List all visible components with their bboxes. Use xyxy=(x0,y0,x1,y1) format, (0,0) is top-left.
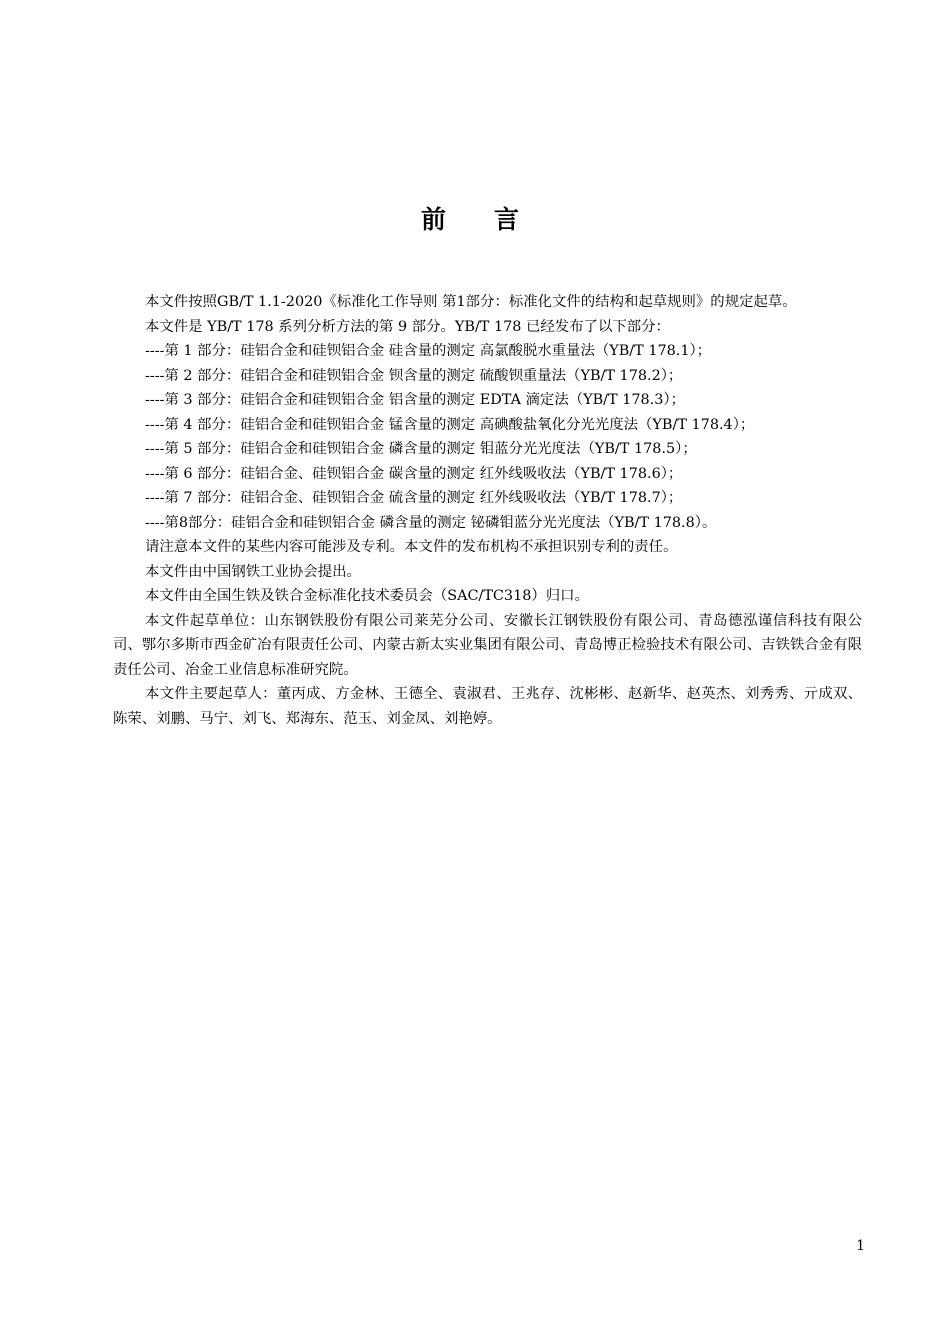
list-item: ----第 3 部分：硅铝合金和硅钡铝合金 铝含量的测定 EDTA 滴定法（YB/T 178.3）； xyxy=(145,392,685,408)
list-item: ----第 4 部分：硅铝合金和硅钡铝合金 锰含量的测定 高碘酸盐氧化分光光度法（YB/T 178.4）； xyxy=(145,416,755,433)
list-item: ----第8部分：硅铝合金和硅钡铝合金 磷含量的测定 铋磷钼蓝分光光度法（YB/T 178.8）。 xyxy=(145,514,717,531)
list-item: ----第 5 部分：硅铝合金和硅钡铝合金 磷含量的测定 钼蓝分光光度法（YB/T 178.5）； xyxy=(145,441,697,457)
list-item: ----第 7 部分：硅铝合金、硅钡铝合金 硫含量的测定 红外线吸收法（YB/T 178.7）； xyxy=(145,490,683,506)
page-title: 前言 xyxy=(420,205,567,234)
paragraph-technical-committee: 本文件由全国生铁及铁合金标准化技术委员会（SAC/TC318）归口。 xyxy=(145,588,589,604)
paragraph-drafters: 本文件主要起草人：董丙成、方金林、王德全、袁淑君、王兆存、沈彬彬、赵新华、赵英杰、刘秀秀、亓成双、陈荣、刘鹏、马宁、刘飞、郑海东、范玉、刘金凤、刘艳婷。 xyxy=(113,686,862,727)
paragraph-proposer: 本文件由中国钢铁工业协会提出。 xyxy=(145,563,361,580)
list-item: ----第 6 部分：硅铝合金、硅钡铝合金 碳含量的测定 红外线吸收法（YB/T 178.6）； xyxy=(145,465,683,482)
paragraph-drafting-units: 本文件起草单位：山东钢铁股份有限公司莱芜分公司、安徽长江钢铁股份有限公司、青岛德泓谨信科技有限公司、鄂尔多斯市西金矿冶有限责任公司、内蒙古新太实业集团有限公司、青岛博正检验技术有限公司、吉铁铁合金有限责任公司、冶金工业信息标准研究院。 xyxy=(113,612,862,678)
page-number: 1 xyxy=(856,1238,865,1254)
parts-list xyxy=(113,339,862,535)
document-body xyxy=(113,290,862,731)
list-item: ----第 1 部分：硅铝合金和硅钡铝合金 硅含量的测定 高氯酸脱水重量法（YB/T 178.1）； xyxy=(145,343,712,359)
paragraph-drafting-rules: 本文件按照GB/T 1.1-2020《标准化工作导则 第1部分：标准化文件的结构和起草规则》的规定起草。 xyxy=(145,294,797,310)
list-item: ----第 2 部分：硅铝合金和硅钡铝合金 钡含量的测定 硫酸钡重量法（YB/T 178.2）； xyxy=(145,367,683,384)
paragraph-series-intro: 本文件是 YB/T 178 系列分析方法的第 9 部分。YB/T 178 已经发布了以下部分： xyxy=(145,318,670,335)
paragraph-patent-notice: 请注意本文件的某些内容可能涉及专利。本文件的发布机构不承担识别专利的责任。 xyxy=(145,539,678,555)
